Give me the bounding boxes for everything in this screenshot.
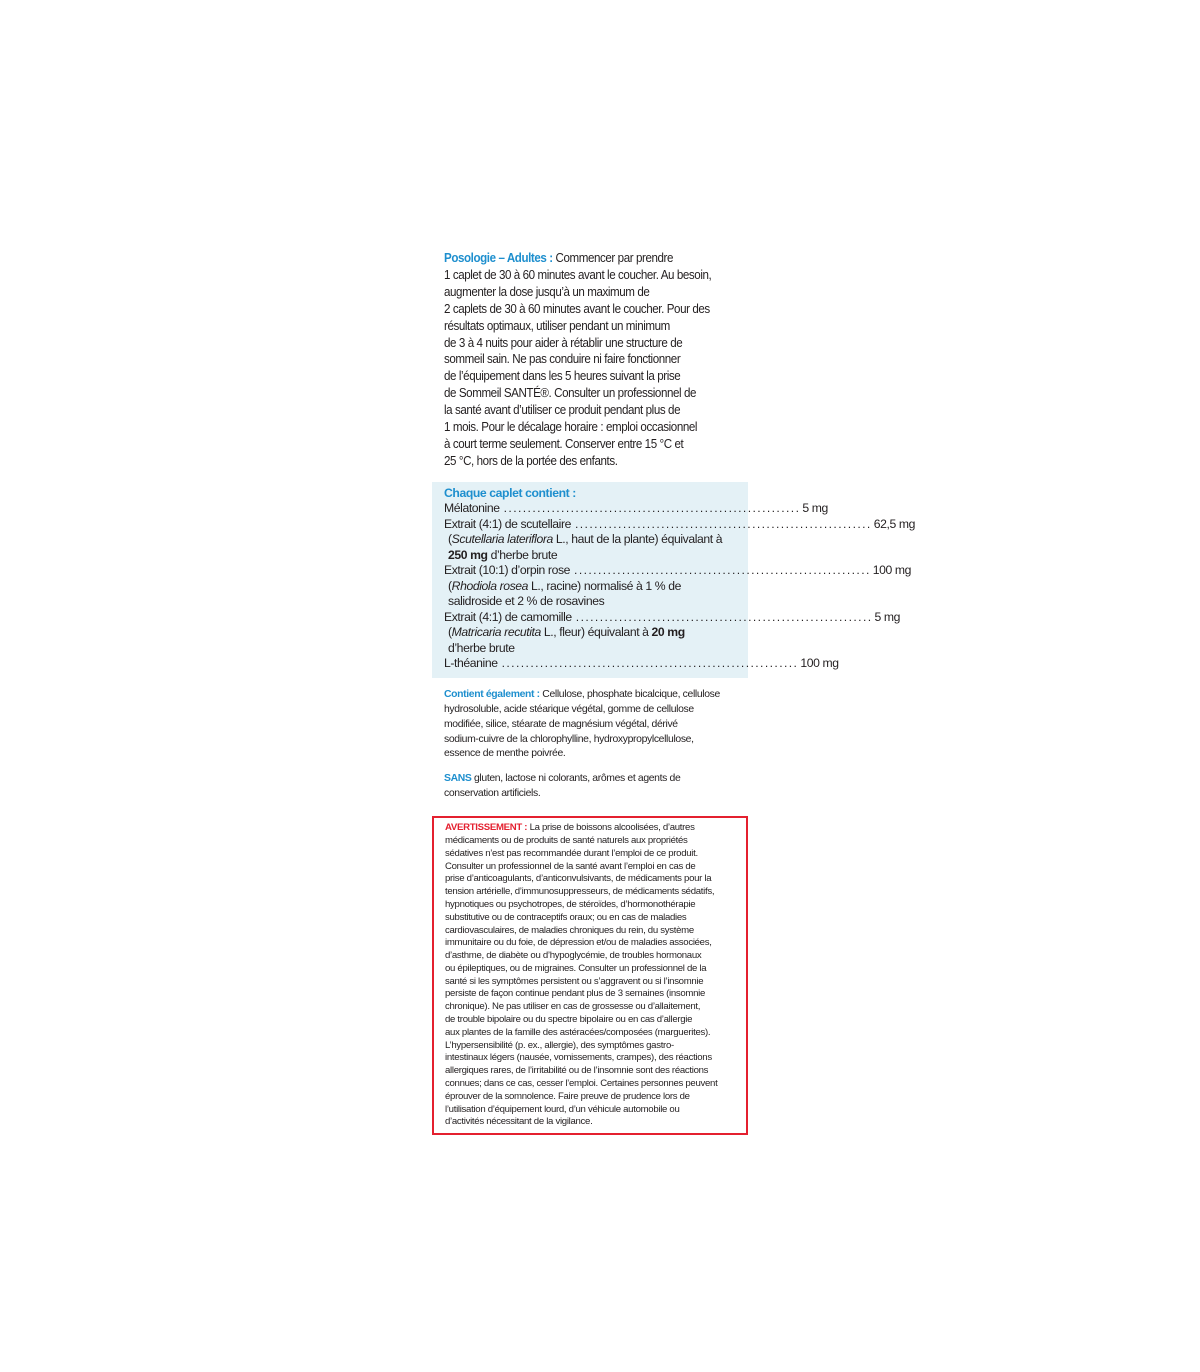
warning-line: médicaments ou de produits de santé naturels aux propriétés: [445, 834, 688, 846]
warning-line: ou épileptiques, ou de migraines. Consulter un professionnel de la: [445, 962, 707, 974]
other-line: sodium-cuivre de la chlorophylline, hydroxypropylcellulose,: [444, 733, 694, 745]
other-heading: Contient également :: [444, 688, 540, 700]
warning-line: substitutive ou de contraceptifs oraux; ou en cas de maladies: [445, 911, 687, 923]
free-from-statement: [444, 772, 748, 802]
warning-line: [445, 822, 736, 835]
warning-line: persiste de façon continue pendant plus de 3 semaines (insomnie: [445, 988, 706, 1000]
dosage-line: 2 caplets de 30 à 60 minutes avant le coucher. Pour des: [444, 301, 710, 316]
detail-text: d’herbe brute: [487, 547, 558, 562]
ingredient-name: Extrait (10:1) d’orpin rose: [444, 563, 571, 578]
leader-dots: ..............................................................: [575, 609, 873, 624]
paren: (: [448, 532, 452, 547]
dosage-line: la santé avant d’utiliser ce produit pendant plus de: [444, 403, 681, 418]
ingredients-list: [444, 485, 915, 672]
ingredient-amount: 100 mg: [800, 656, 839, 671]
ingredient-row-melatonin: [444, 501, 828, 517]
ingredient-row-scutellaria: [444, 516, 915, 533]
warning-line: chronique). Ne pas utiliser en cas de grossesse ou d’allaitement,: [445, 1001, 701, 1013]
ingredient-detail: [444, 548, 736, 564]
warning-line: immunitaire ou du foie, de dépression et/ou de maladies associées,: [445, 937, 712, 949]
latin-name: Matricaria recutita: [451, 625, 541, 640]
warning-box: [432, 816, 748, 1135]
ingredient-detail: [444, 625, 736, 641]
warning-line: sédatives n’est pas recommandée durant l’emploi de ce produit.: [445, 847, 698, 859]
medicinal-ingredients-box: [432, 482, 915, 678]
warning-line: L’hypersensibilité (p. ex., allergie), des symptômes gastro-: [445, 1039, 674, 1051]
non-medicinal-ingredients: [444, 688, 748, 763]
ingredient-amount: 5 mg: [874, 609, 901, 624]
dosage-line: [444, 250, 720, 267]
free-text: gluten, lactose ni colorants, arômes et agents de: [471, 773, 681, 785]
dosage-line: résultats optimaux, utiliser pendant un minimum: [444, 318, 670, 333]
warning-line: d’activités nécessitant de la vigilance.: [445, 1116, 593, 1128]
ingredient-row-theanine: [444, 656, 839, 672]
dosage-section: [444, 250, 720, 470]
warning-line: allergiques rares, de l’irritabilité ou de l’insomnie sont des réactions: [445, 1065, 709, 1077]
dosage-line: 1 caplet de 30 à 60 minutes avant le coucher. Au besoin,: [444, 267, 712, 282]
other-line: [444, 688, 748, 703]
free-line: [444, 772, 748, 787]
ingredient-name: Extrait (4:1) de scutellaire: [444, 516, 571, 531]
equivalent-amount: 250 mg: [448, 547, 488, 562]
dosage-line: de Sommeil SANTÉ®. Consulter un professionnel de: [444, 386, 697, 401]
dosage-heading: Posologie – Adultes :: [444, 251, 553, 265]
free-heading: SANS: [444, 773, 472, 785]
other-line: modifiée, silice, stéarate de magnésium végétal, dérivé: [444, 718, 678, 730]
warning-line: santé si les symptômes persistent ou s’aggravent ou si l’insomnie: [445, 975, 704, 987]
ingredient-amount: 100 mg: [872, 563, 912, 578]
paren: (: [448, 625, 452, 640]
ingredient-name: L-théanine: [444, 656, 498, 671]
ingredients-heading: Chaque caplet contient :: [444, 485, 576, 500]
leader-dots: ..............................................................: [501, 656, 799, 671]
ingredient-amount: 62,5 mg: [873, 516, 915, 531]
other-text: Cellulose, phosphate bicalcique, cellulose: [539, 688, 720, 700]
ingredient-detail: salidroside et 2 % de rosavines: [448, 594, 605, 609]
warning-line: prise d’anticoagulants, d’anticonvulsivants, de médicaments pour la: [445, 873, 712, 885]
warning-line: Consulter un professionnel de la santé avant l’emploi en cas de: [445, 860, 696, 872]
warning-heading: AVERTISSEMENT :: [445, 822, 528, 834]
free-line: conservation artificiels.: [444, 788, 541, 800]
ingredient-row-chamomile: [444, 609, 901, 626]
warning-line: l’utilisation d’équipement lourd, d’un véhicule automobile ou: [445, 1103, 680, 1115]
product-label-panel: [432, 250, 915, 1135]
ingredient-amount: 5 mg: [802, 501, 828, 516]
warning-line: cardiovasculaires, de maladies chroniques du rein, du système: [445, 924, 694, 936]
ingredient-row-rhodiola: [444, 563, 912, 579]
warning-line: intestinaux légers (nausée, vomissements, crampes), des réactions: [445, 1052, 712, 1064]
ingredient-name: Mélatonine: [444, 501, 500, 516]
leader-dots: ..............................................................: [503, 501, 801, 516]
warning-line: de trouble bipolaire ou du spectre bipolaire ou en cas d’allergie: [445, 1014, 693, 1026]
dosage-line: de 3 à 4 nuits pour aider à rétablir une structure de: [444, 335, 683, 350]
other-line: essence de menthe poivrée.: [444, 748, 566, 760]
ingredient-detail: [444, 532, 736, 548]
latin-name: Scutellaria lateriflora: [451, 532, 553, 547]
leader-dots: ..............................................................: [574, 563, 871, 578]
detail-text: L., racine) normalisé à 1 % de: [528, 578, 681, 593]
paren: (: [448, 578, 452, 593]
dosage-line: à court terme seulement. Conserver entre 15 °C et: [444, 436, 684, 451]
dosage-text: Commencer par prendre: [552, 251, 674, 265]
warning-text: La prise de boissons alcoolisées, d’autres: [527, 822, 695, 834]
warning-line: d’asthme, de diabète ou d’hypoglycémie, de troubles hormonaux: [445, 950, 702, 962]
dosage-line: de l’équipement dans les 5 heures suivant la prise: [444, 369, 681, 384]
dosage-line: 1 mois. Pour le décalage horaire : emploi occasionnel: [444, 420, 698, 435]
latin-name: Rhodiola rosea: [451, 578, 529, 593]
dosage-line: sommeil sain. Ne pas conduire ni faire fonctionner: [444, 352, 681, 367]
ingredient-name: Extrait (4:1) de camomille: [444, 609, 572, 624]
detail-text: L., haut de la plante) équivalant à: [552, 532, 723, 547]
dosage-line: augmenter la dose jusqu’à un maximum de: [444, 284, 650, 299]
leader-dots: ..............................................................: [574, 516, 872, 531]
warning-line: aux plantes de la famille des astéracées/composées (marguerites).: [445, 1026, 711, 1038]
warning-line: connues; dans ce cas, cesser l’emploi. Certaines personnes peuvent: [445, 1078, 718, 1090]
warning-line: éprouver de la somnolence. Faire preuve de prudence lors de: [445, 1090, 690, 1102]
other-line: hydrosoluble, acide stéarique végétal, gomme de cellulose: [444, 703, 694, 715]
warning-line: hypnotiques ou psychotropes, de stéroïdes, d’hormonothérapie: [445, 898, 696, 910]
detail-text: L., fleur) équivalant à: [540, 625, 652, 640]
warning-line: tension artérielle, d’immunosuppresseurs, de médicaments sédatifs,: [445, 886, 715, 898]
dosage-line: 25 °C, hors de la portée des enfants.: [444, 453, 618, 468]
ingredient-detail: [444, 579, 736, 595]
ingredient-detail: d’herbe brute: [448, 640, 515, 655]
equivalent-amount: 20 mg: [651, 625, 685, 640]
